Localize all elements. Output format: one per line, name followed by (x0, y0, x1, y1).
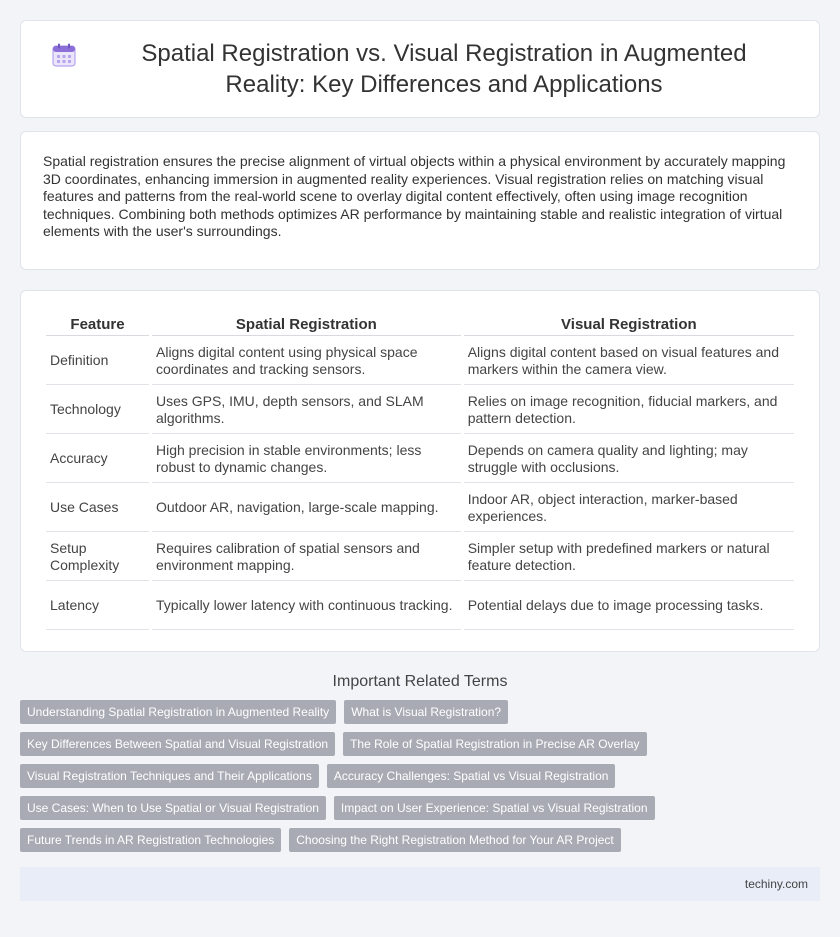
related-section (0, 673, 840, 691)
intro-paragraph: Spatial registration ensures the precise alignment of virtual objects within a physical environment by accurately mapping 3D coordinates, enhancing immersion in augmented reality experiences. Visual registration relies on matching visual features and patterns from the real-world scene to overlay digital content effectively, often using image recognition techniques. Combining both methods optimizes AR performance by maintaining stable and realistic integration of virtual elements with the user's surroundings. (43, 153, 786, 240)
page-title: Spatial Registration vs. Visual Registration in Augmented Reality: Key Differences and Applications (141, 40, 747, 98)
related-tag-link[interactable]: The Role of Spatial Registration in Precise AR Overlay (343, 732, 646, 756)
comparison-card (20, 290, 820, 652)
feature-cell: Setup Complexity (46, 534, 149, 581)
visual-cell: Potential delays due to image processing tasks. (464, 583, 794, 630)
calendar-icon (51, 42, 77, 68)
related-tags (20, 700, 820, 852)
related-tag-link[interactable]: What is Visual Registration? (344, 700, 508, 724)
spatial-cell: Aligns digital content using physical space coordinates and tracking sensors. (152, 338, 461, 385)
feature-cell: Accuracy (46, 436, 149, 483)
feature-cell: Definition (46, 338, 149, 385)
header-spatial: Spatial Registration (152, 313, 461, 336)
related-tag-link[interactable]: Key Differences Between Spatial and Visual Registration (20, 732, 335, 756)
footer-brand-link[interactable]: techiny.com (744, 877, 808, 891)
table-row (46, 485, 794, 532)
spatial-cell: High precision in stable environments; less robust to dynamic changes. (152, 436, 461, 483)
related-tag-link[interactable]: Accuracy Challenges: Spatial vs Visual Registration (327, 764, 616, 788)
spatial-cell: Typically lower latency with continuous tracking. (152, 583, 461, 630)
related-tag-link[interactable]: Use Cases: When to Use Spatial or Visual Registration (20, 796, 326, 820)
title-wrap (51, 38, 789, 100)
feature-cell: Use Cases (46, 485, 149, 532)
title-card (20, 20, 820, 118)
related-tag-link[interactable]: Visual Registration Techniques and Their Applications (20, 764, 319, 788)
table-row (46, 534, 794, 581)
spatial-cell: Uses GPS, IMU, depth sensors, and SLAM algorithms. (152, 387, 461, 434)
related-tag-link[interactable]: Impact on User Experience: Spatial vs Visual Registration (334, 796, 655, 820)
spatial-cell: Outdoor AR, navigation, large-scale mapping. (152, 485, 461, 532)
table-row (46, 387, 794, 434)
visual-cell: Aligns digital content based on visual features and markers within the camera view. (464, 338, 794, 385)
related-title: Important Related Terms (332, 673, 508, 690)
spatial-cell: Requires calibration of spatial sensors and environment mapping. (152, 534, 461, 581)
header-visual: Visual Registration (464, 313, 794, 336)
footer (20, 867, 820, 901)
table-row (46, 436, 794, 483)
table-row (46, 338, 794, 385)
visual-cell: Relies on image recognition, fiducial markers, and pattern detection. (464, 387, 794, 434)
intro-card (20, 131, 820, 270)
visual-cell: Depends on camera quality and lighting; may struggle with occlusions. (464, 436, 794, 483)
feature-cell: Latency (46, 583, 149, 630)
related-tag-link[interactable]: Choosing the Right Registration Method for Your AR Project (289, 828, 621, 852)
feature-cell: Technology (46, 387, 149, 434)
header-feature: Feature (46, 313, 149, 336)
comparison-table (43, 311, 797, 632)
related-tag-link[interactable]: Future Trends in AR Registration Technologies (20, 828, 281, 852)
visual-cell: Indoor AR, object interaction, marker-based experiences. (464, 485, 794, 532)
related-tag-link[interactable]: Understanding Spatial Registration in Augmented Reality (20, 700, 336, 724)
table-row (46, 583, 794, 630)
table-header-row (46, 313, 794, 336)
visual-cell: Simpler setup with predefined markers or natural feature detection. (464, 534, 794, 581)
